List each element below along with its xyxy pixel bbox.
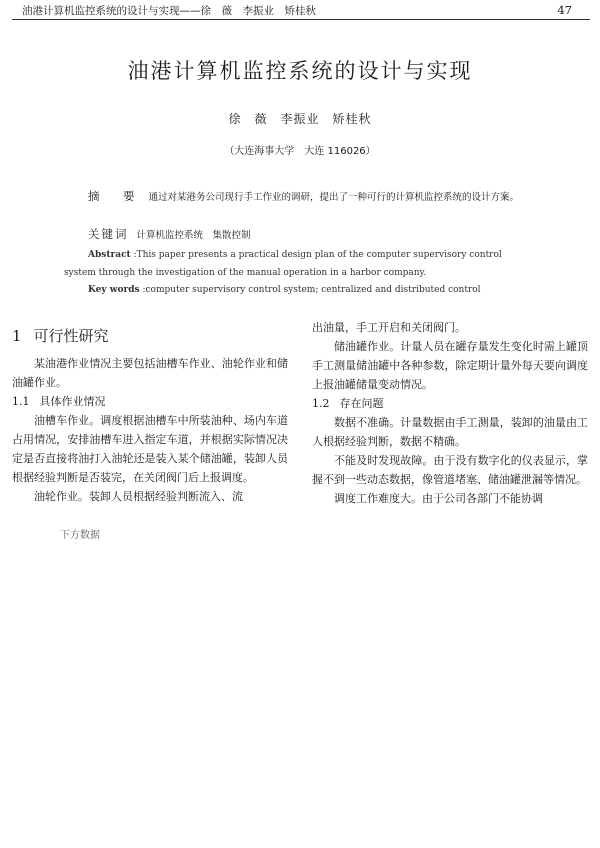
subsection-1-2-number: 1.2 [312, 397, 330, 410]
subsection-1-1-heading [12, 392, 288, 411]
section-1-number: 1 [12, 327, 22, 345]
subsection-1-1-title: 具体作业情况 [39, 395, 106, 408]
keywords-en: Key words :computer supervisory control system; centralized and distributed control [88, 285, 481, 295]
inaccurate-data-paragraph: 数据不准确。计量数据由手工测量，装卸的油量由工人根据经验判断，数据不精确。 [312, 416, 588, 448]
keywords-zh-label: 关键词 [88, 227, 129, 241]
fault-detection-paragraph: 不能及时发现故障。由于没有数字化的仪表显示，掌握不到一些动态数据，像管道堵塞、储油罐泄漏等情况。 [312, 454, 588, 486]
keywords-zh-text: 计算机监控系统 集散控制 [136, 230, 251, 241]
abstract-en-label: Abstract [88, 250, 131, 260]
abstract-zh-text: 通过对某港务公司现行手工作业的调研，提出了一种可行的计算机监控系统的设计方案。 [148, 192, 520, 203]
dispatch-difficulty-paragraph: 调度工作难度大。由于公司各部门不能协调 [334, 492, 543, 505]
section-1-intro: 某油港作业情况主要包括油槽车作业、油轮作业和储油罐作业。 [12, 357, 288, 389]
page-number: 47 [557, 3, 572, 17]
abstract-zh [64, 188, 536, 206]
tanker-ship-paragraph: 油轮作业。装卸人员根据经验判断流入、流 [34, 490, 243, 503]
abstract-en: Abstract :This paper presents a practical design plan of the computer supervisory control system through the investigation of the manual operation in a harbor company. [64, 250, 502, 278]
header-rule [12, 19, 590, 20]
abstract-zh-label: 摘 要 [88, 189, 141, 203]
keywords-zh [64, 226, 536, 244]
paper-title: 油港计算机监控系统的设计与实现 [127, 59, 473, 83]
tanker-truck-paragraph: 油槽车作业。调度根据油槽车中所装油种、场内车道占用情况，安排油槽车进入指定车道，并根据实际情况决定是否直接将油打入油轮还是装入某个储油罐，装卸人员根据经验判断是否装完，在关闭阀门后上报调度。 [12, 414, 288, 484]
right-column [312, 318, 588, 508]
keywords-en-text: computer supervisory control system; centralized and distributed control [145, 285, 481, 295]
running-title: 油港计算机监控系统的设计与实现——徐 薇 李振业 矫桂秋 [22, 5, 316, 17]
section-1-heading [12, 325, 109, 346]
subsection-1-1-number: 1.1 [12, 395, 30, 408]
affiliation: （大连海事大学 大连 116026） [224, 146, 376, 157]
overlap-artifact-text: 下方数据 [60, 530, 100, 541]
left-column [12, 354, 288, 506]
abstract-en-text: This paper presents a practical design plan of the computer supervisory control system through the investigation of the manual operation in a harbor company. [64, 250, 502, 278]
subsection-1-2-heading [312, 394, 588, 413]
keywords-en-label: Key words [88, 285, 140, 295]
section-1-title: 可行性研究 [33, 327, 109, 345]
page-header [14, 2, 588, 20]
storage-tank-paragraph: 储油罐作业。计量人员在罐存量发生变化时需上罐顶手工测量储油罐中各种参数，除定期计量外每天要向调度上报油罐储量变动情况。 [312, 340, 588, 391]
authors: 徐 薇 李振业 矫桂秋 [228, 112, 372, 126]
subsection-1-2-title: 存在问题 [339, 397, 384, 410]
tanker-ship-continuation: 出油量，手工开启和关闭阀门。 [312, 321, 466, 334]
